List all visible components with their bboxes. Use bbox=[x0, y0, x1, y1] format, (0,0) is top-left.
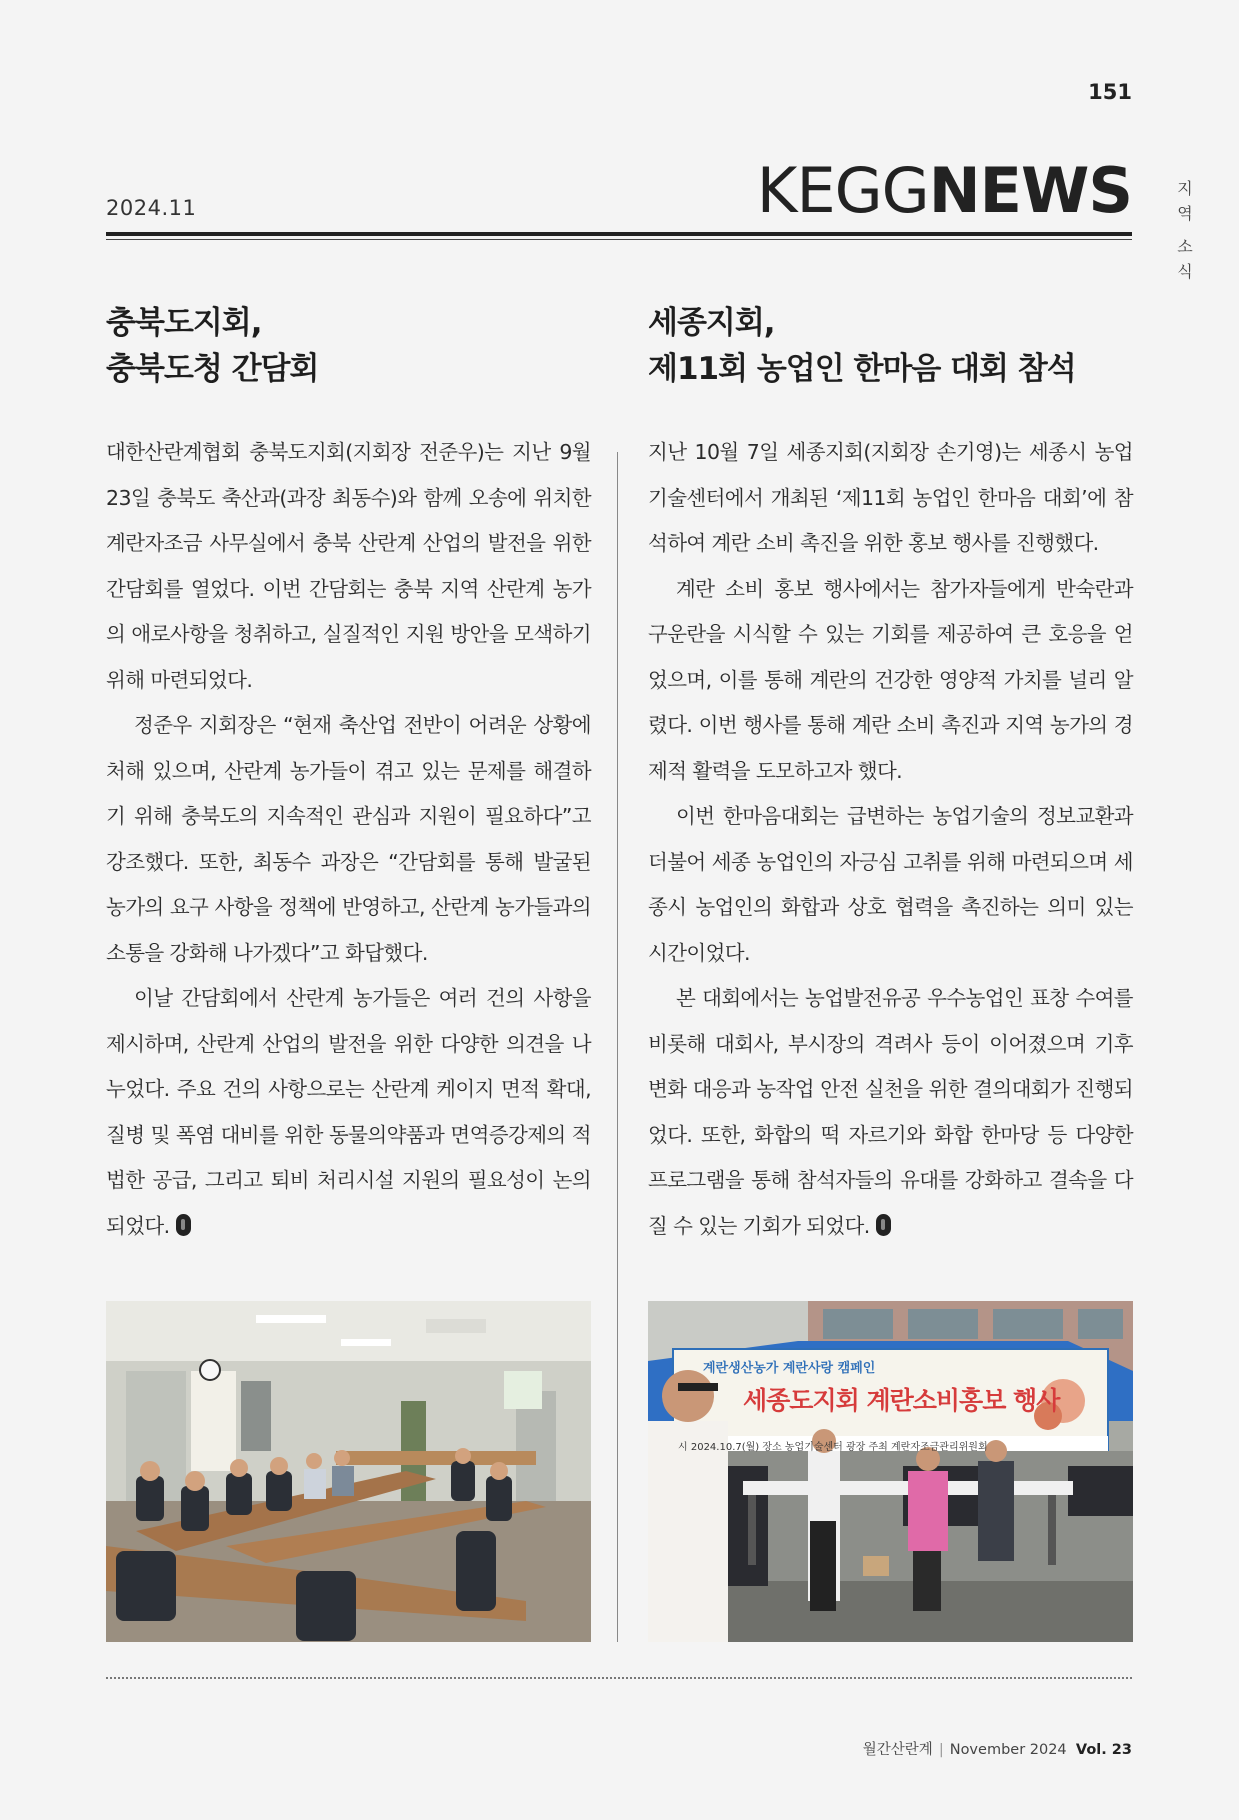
masthead-news: NEWS bbox=[928, 154, 1132, 227]
footer-month: November 2024 bbox=[949, 1742, 1067, 1758]
section-tab bbox=[1175, 176, 1195, 284]
paragraph-text: 이날 간담회에서 산란계 농가들은 여러 건의 사항을 제시하며, 산란계 산업의 발전을 위한 다양한 의견을 나누었다. 주요 건의 사항으로는 산란계 케이지 면적 확대, 질병 및 폭염 대비를 위한 동물의약품과 면역증강제의 적법한 공급, 그리고 퇴비 처리시설 지원의 필요성이 논의되었다. bbox=[106, 986, 591, 1238]
masthead-logo bbox=[756, 154, 1132, 227]
header-rule-thin bbox=[106, 239, 1132, 240]
end-mark-icon bbox=[876, 1214, 891, 1236]
title-line: 세종지회, bbox=[648, 305, 775, 341]
section-tab-char: 역 bbox=[1177, 204, 1193, 223]
promotion-photo bbox=[648, 1301, 1133, 1642]
banner-info-text: 시 2024.10.7(월) 장소 농업기술센터 광장 주최 계란자조금관리위원회 bbox=[678, 1442, 988, 1453]
end-mark-icon bbox=[176, 1214, 191, 1236]
paragraph bbox=[106, 976, 591, 1249]
paragraph: 지난 10월 7일 세종지회(지회장 손기영)는 세종시 농업기술센터에서 개최된 ‘제11회 농업인 한마음 대회’에 참석하여 계란 소비 촉진을 위한 홍보 행사를 진행했다. bbox=[648, 440, 1133, 555]
footer-volume: Vol. 23 bbox=[1075, 1742, 1132, 1758]
footer-magazine: 월간산란계 bbox=[862, 1742, 933, 1758]
issue-date: 2024.11 bbox=[106, 196, 197, 220]
section-tab-char: 지 bbox=[1177, 179, 1193, 198]
paragraph: 계란 소비 홍보 행사에서는 참가자들에게 반숙란과 구운란을 시식할 수 있는 기회를 제공하여 큰 호응을 얻었으며, 이를 통해 계란의 건강한 영양적 가치를 널리 알렸다. 이번 행사를 통해 계란 소비 촉진과 지역 농가의 경제적 활력을 도모하고자 했다. bbox=[648, 576, 1133, 783]
paragraph-text: 본 대회에서는 농업발전유공 우수농업인 표창 수여를 비롯해 대회사, 부시장의 격려사 등이 이어졌으며 기후 변화 대응과 농작업 안전 실천을 위한 결의대회가 진행되었다. 또한, 화합의 떡 자르기와 화합 한마당 등 다양한 프로그램을 통해 참석자들의 유대를 강화하고 결속을 다질 수 있는 기회가 되었다. bbox=[648, 986, 1133, 1238]
meeting-scene bbox=[106, 1301, 591, 1642]
column-divider bbox=[617, 452, 618, 1642]
section-tab-char: 식 bbox=[1177, 262, 1193, 281]
right-article bbox=[648, 300, 1133, 1249]
paragraph: 이번 한마음대회는 급변하는 농업기술의 정보교환과 더불어 세종 농업인의 자긍심 고취를 위해 마련되으며 세종시 농업인의 화합과 상호 협력을 촉진하는 의미 있는 시간이었다. bbox=[648, 804, 1133, 965]
page-number: 151 bbox=[1088, 80, 1132, 104]
banner-top-text: 계란생산농가 계란사랑 캠페인 bbox=[703, 1361, 876, 1376]
paragraph bbox=[648, 976, 1133, 1249]
left-article-title bbox=[106, 300, 591, 392]
header-rule bbox=[106, 232, 1132, 236]
paragraph: 대한산란계협회 충북도지회(지회장 전준우)는 지난 9월 23일 충북도 축산과(과장 최동수)와 함께 오송에 위치한 계란자조금 사무실에서 충북 산란계 산업의 발전을 위한 간담회를 열었다. 이번 간담회는 충북 지역 산란계 농가의 애로사항을 청취하고, 실질적인 지원 방안을 모색하기 위해 마련되었다. bbox=[106, 440, 591, 692]
meeting-photo bbox=[106, 1301, 591, 1642]
footer-rule bbox=[106, 1677, 1132, 1679]
right-article-body bbox=[648, 430, 1133, 1249]
left-article bbox=[106, 300, 591, 1249]
paragraph: 정준우 지회장은 “현재 축산업 전반이 어려운 상황에 처해 있으며, 산란계 농가들이 겪고 있는 문제를 해결하기 위해 충북도의 지속적인 관심과 지원이 필요하다”고 강조했다. 또한, 최동수 과장은 “간담회를 통해 발굴된 농가의 요구 사항을 정책에 반영하고, 산란계 농가들과의 소통을 강화해 나가겠다”고 화답했다. bbox=[106, 713, 591, 965]
section-tab-char: 소 bbox=[1177, 237, 1193, 256]
promotion-scene bbox=[648, 1301, 1133, 1642]
title-line: 제11회 농업인 한마음 대회 참석 bbox=[648, 351, 1076, 387]
masthead-kegg: KEGG bbox=[756, 154, 929, 227]
title-line: 충북도청 간담회 bbox=[106, 351, 319, 387]
title-line: 충북도지회, bbox=[106, 305, 262, 341]
banner-main-text: 세종도지회 계란소비홍보 행사 bbox=[743, 1386, 1060, 1415]
left-article-body bbox=[106, 430, 591, 1249]
right-article-title bbox=[648, 300, 1133, 392]
footer: 월간산란계 | November 2024 Vol. 23 bbox=[862, 1742, 1132, 1758]
